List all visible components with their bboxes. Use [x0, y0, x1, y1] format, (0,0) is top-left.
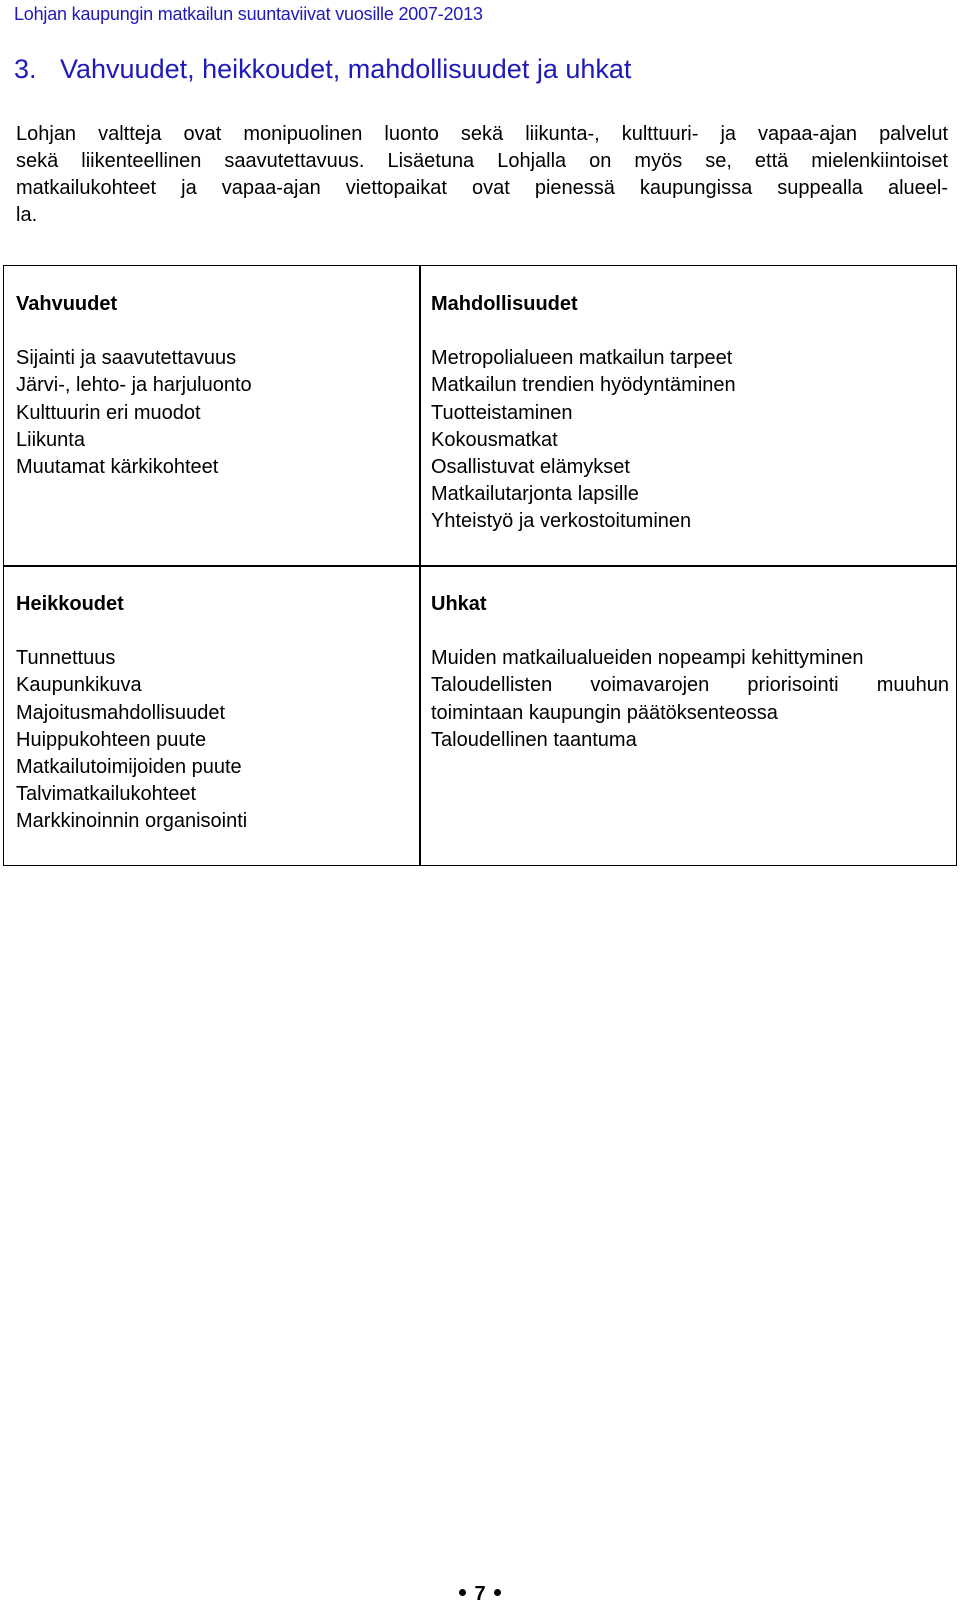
list-item: Markkinoinnin organisointi: [16, 810, 248, 833]
weaknesses-cell: [16, 591, 411, 836]
weaknesses-heading: Heikkoudet: [16, 593, 124, 615]
strengths-list: [16, 345, 411, 481]
list-item: Järvi-, lehto- ja harjuluonto: [16, 374, 252, 397]
list-item: Taloudellinen taantuma: [431, 728, 637, 751]
list-item: Muutamat kärkikohteet: [16, 456, 219, 479]
intro-line: sekä liikenteellinen saavutettavuus. Lisäetuna Lohjalla on myös se, että mielenkiintoiset: [16, 150, 948, 172]
bullet-right-icon: [494, 1589, 501, 1596]
table-divider-horizontal: [4, 565, 956, 567]
list-item: Muiden matkailualueiden nopeampi kehittyminen: [431, 647, 864, 670]
list-item: Majoitusmahdollisuudet: [16, 701, 226, 724]
section-heading: [14, 54, 631, 85]
list-item: Kulttuurin eri muodot: [16, 401, 201, 424]
strengths-heading: Vahvuudet: [16, 293, 118, 315]
list-item: Tuotteistaminen: [431, 401, 573, 424]
list-item: Yhteistyö ja verkostoituminen: [431, 510, 692, 533]
list-item: Matkailutarjonta lapsille: [431, 483, 639, 506]
opportunities-heading: Mahdollisuudet: [431, 293, 578, 315]
list-item: Sijainti ja saavutettavuus: [16, 347, 237, 370]
list-item: toimintaan kaupungin päätöksenteossa: [431, 701, 778, 724]
threats-heading: Uhkat: [431, 593, 487, 615]
list-item: Matkailutoimijoiden puute: [16, 756, 242, 779]
intro-line: Lohjan valtteja ovat monipuolinen luonto sekä liikunta-, kulttuuri- ja vapaa-ajan palvelut: [16, 123, 948, 145]
list-item: Osallistuvat elämykset: [431, 456, 630, 479]
bullet-left-icon: [459, 1589, 466, 1596]
page-footer: [0, 1583, 960, 1606]
list-item: Huippukohteen puute: [16, 728, 207, 751]
list-item: Matkailun trendien hyödyntäminen: [431, 374, 736, 397]
strengths-cell: [16, 291, 411, 481]
list-item: Tunnettuus: [16, 647, 116, 670]
intro-line: matkailukohteet ja vapaa-ajan viettopaikat ovat pienessä kaupungissa suppealla alueel-: [16, 177, 948, 199]
opportunities-list: [431, 345, 949, 535]
threats-list: [431, 645, 949, 754]
list-item: Talvimatkailukohteet: [16, 783, 197, 806]
list-item: Liikunta: [16, 428, 85, 451]
section-title-text: Vahvuudet, heikkoudet, mahdollisuudet ja uhkat: [60, 54, 632, 84]
page-number: 7: [474, 1583, 486, 1605]
weaknesses-list: [16, 645, 411, 835]
list-item: Taloudellisten voimavarojen priorisointi muuhun: [431, 674, 949, 697]
section-number: 3.: [14, 54, 37, 84]
list-item: Kokousmatkat: [431, 428, 558, 451]
intro-line: la.: [16, 204, 38, 226]
running-header: Lohjan kaupungin matkailun suuntaviivat vuosille 2007-2013: [14, 4, 483, 24]
opportunities-cell: [431, 291, 949, 536]
list-item: Metropolialueen matkailun tarpeet: [431, 347, 733, 370]
intro-paragraph: [16, 121, 948, 229]
threats-cell: [431, 591, 949, 754]
list-item: Kaupunkikuva: [16, 674, 142, 697]
swot-table: [3, 265, 957, 866]
